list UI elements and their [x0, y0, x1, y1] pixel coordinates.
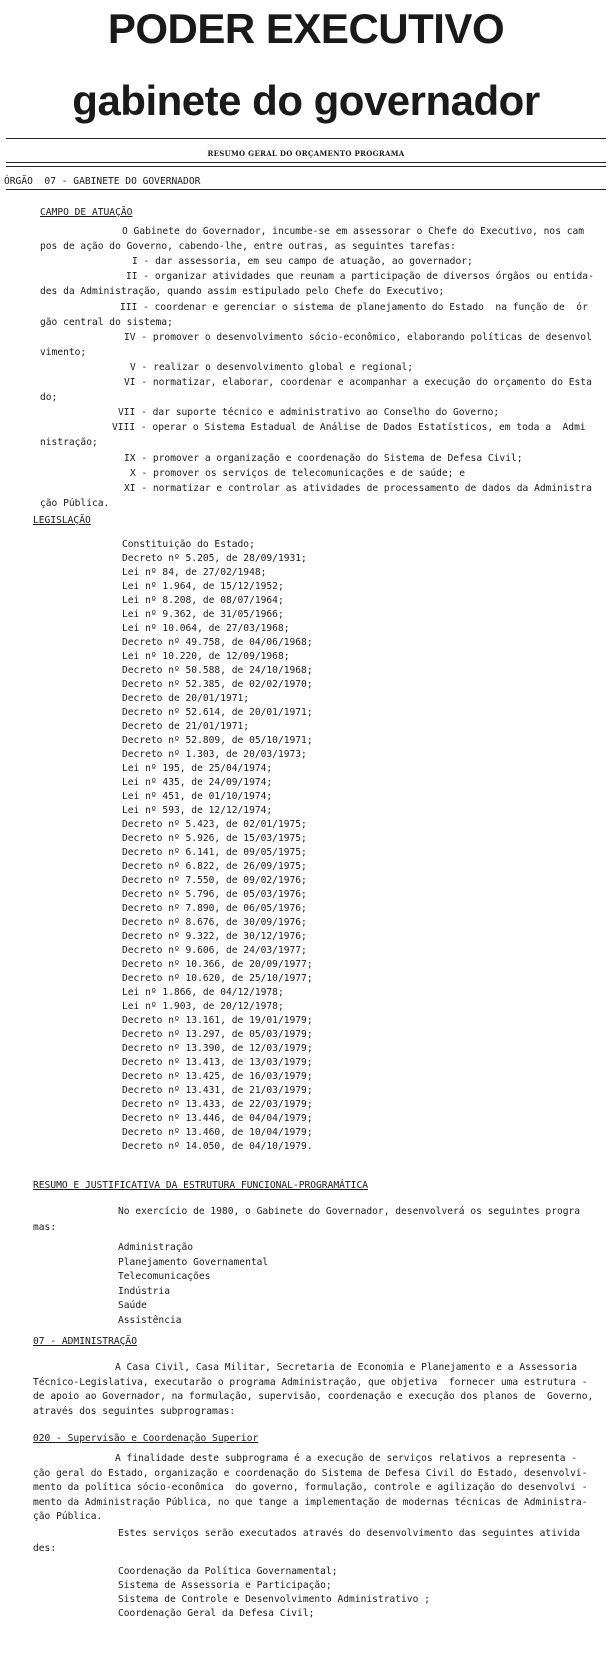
text-line: Decreto nº 5.205, de 28/09/1931; [122, 553, 307, 564]
text-line: V - realizar o desenvolvimento global e regional; [130, 361, 414, 373]
text-line: Decreto nº 1.303, de 20/03/1973; [122, 749, 307, 760]
text-line: Lei nº 10.064, de 27/03/1968; [122, 623, 290, 634]
text-line: Assistência [118, 1314, 182, 1326]
text-line: A Casa Civil, Casa Militar, Secretaria de Economia e Planejamento e a Assessoria [115, 1362, 578, 1373]
text-line: Lei nº 8.208, de 08/07/1964; [122, 595, 284, 606]
supervisao-heading: 020 - Supervisão e Coordenação Superior [33, 1433, 259, 1444]
text-line: Decreto nº 13.446, de 04/04/1979; [122, 1113, 313, 1124]
text-line: Decreto nº 5.423, de 02/01/1975; [122, 819, 307, 830]
text-line: Telecomunicações [118, 1271, 211, 1282]
header-title-line2: gabinete do governador [72, 77, 540, 124]
text-line: através dos seguintes subprogramas: [33, 1405, 236, 1417]
text-line: Decreto nº 13.425, de 16/03/1979; [122, 1071, 313, 1082]
text-line: Sistema de Assessoria e Participação; [118, 1580, 332, 1591]
text-line: do; [40, 392, 58, 404]
text-line: Decreto nº 13.460, de 10/04/1979; [122, 1127, 313, 1138]
text-line: Indústria [118, 1285, 170, 1297]
text-line: nistração; [40, 437, 98, 449]
text-line: Decreto nº 13.431, de 21/03/1979; [122, 1085, 313, 1096]
text-line: de apoio ao Governador, na formulação, supervisão, coordenação e execução dos planos de Governo, [33, 1391, 594, 1402]
text-line: Decreto de 21/01/1971; [122, 721, 250, 732]
text-line: Coordenação da Política Governamental; [118, 1566, 338, 1577]
text-line: Técnico-Legislativa, executarão o programa Administração, que objetiva fornecer uma estrutura - [33, 1376, 588, 1388]
text-line: Decreto nº 10.620, de 25/10/1977; [122, 973, 313, 984]
text-line: Decreto nº 5.926, de 15/03/1975; [122, 833, 307, 844]
text-line: Decreto nº 6.141, de 09/05/1975; [122, 847, 307, 858]
text-line: Decreto nº 5.796, de 05/03/1976; [122, 889, 307, 900]
text-line: O Gabinete do Governador, incumbe-se em assessorar o Chefe do Executivo, nos cam [122, 226, 585, 237]
text-line: Sistema de Controle e Desenvolvimento Administrativo ; [118, 1594, 430, 1605]
text-line: mento da política sócio-econômica do governo, formulação, controle e agilização do desenvolvi - [33, 1482, 588, 1493]
resumo-intro-2: mas: [33, 1222, 57, 1233]
text-line: Decreto de 20/01/1971; [122, 693, 250, 704]
text-line: Decreto nº 13.297, de 05/03/1979; [122, 1029, 313, 1040]
resumo-intro-1: No exercício de 1980, o Gabinete do Governador, desenvolverá os seguintes progra [118, 1206, 581, 1217]
text-line: Lei nº 195, de 25/04/1974; [122, 763, 273, 774]
text-line: IX - promover a organização e coordenação do Sistema de Defesa Civil; [124, 452, 523, 464]
text-line: Decreto nº 6.822, de 26/09/1975; [122, 861, 307, 872]
text-line: Lei nº 1.903, de 20/12/1978; [122, 1001, 284, 1012]
text-line: III - coordenar e gerenciar o sistema de planejamento do Estado na função de ór [120, 301, 588, 313]
orgao-line: ÓRGÃO 07 - GABINETE DO GOVERNADOR [4, 176, 201, 187]
text-line: Decreto nº 9.606, de 24/03/1977; [122, 945, 307, 956]
text-line: Coordenação Geral da Defesa Civil; [118, 1608, 315, 1619]
text-line: Saúde [118, 1300, 147, 1311]
text-line: Lei nº 435, de 24/09/1974; [122, 777, 273, 788]
servicos-line-1: Estes serviços serão executados através do desenvolvimento das seguintes ativida [118, 1528, 581, 1539]
header-title-line1: PODER EXECUTIVO [107, 5, 505, 52]
text-line: Decreto nº 9.322, de 30/12/1976; [122, 931, 307, 942]
text-line: Decreto nº 52.385, de 02/02/1970; [122, 679, 313, 690]
rule-upper [6, 162, 606, 163]
text-line: II - organizar atividades que reunam a participação de diversos órgãos ou entida- [126, 271, 594, 283]
text-line: des da Administração, quando assim estipulado pelo Chefe do Executivo; [40, 286, 445, 298]
text-line: mento da Administração Pública, no que tange a implementação de modernas técnicas de Administra- [33, 1496, 588, 1508]
text-line: Decreto nº 13.161, de 19/01/1979; [122, 1015, 313, 1026]
text-line: Decreto nº 52.809, de 05/10/1971; [122, 735, 313, 746]
text-line: Decreto nº 7.550, de 09/02/1976; [122, 875, 307, 886]
text-line: Decreto nº 13.390, de 12/03/1979; [122, 1043, 313, 1054]
text-line: VII - dar suporte técnico e administrativo ao Conselho do Governo; [118, 407, 500, 419]
text-line: ção Pública. [33, 1511, 103, 1522]
campo-heading: CAMPO DE ATUAÇÃO [40, 207, 133, 218]
text-line: Lei nº 84, de 27/02/1948; [122, 567, 267, 578]
servicos-line-2: des: [33, 1543, 57, 1554]
text-line: Lei nº 9.362, de 31/05/1966; [122, 609, 284, 620]
text-line: VIII - operar o Sistema Estadual de Análise de Dados Estatísticos, em toda a Admi [112, 422, 586, 434]
resumo-heading: RESUMO E JUSTIFICATIVA DA ESTRUTURA FUNCIONAL-PROGRAMÁTICA [33, 1180, 369, 1191]
legislacao-heading: LEGISLAÇÃO [33, 515, 91, 526]
banner-title: RESUMO GERAL DO ORÇAMENTO PROGRAMA [207, 149, 405, 158]
text-line: XI - normatizar e controlar as atividades de processamento de dados da Administra [124, 482, 592, 494]
text-line: Decreto nº 49.758, de 04/06/1968; [122, 637, 313, 648]
text-line: Lei nº 451, de 01/10/1974; [122, 791, 273, 802]
text-line: Constituição do Estado; [122, 539, 255, 550]
text-line: Decreto nº 13.413, de 13/03/1979; [122, 1057, 313, 1068]
text-line: Decreto nº 13.433, de 22/03/1979; [122, 1099, 313, 1110]
text-line: Lei nº 10.220, de 12/09/1968; [122, 651, 290, 662]
text-line: Decreto nº 10.366, de 20/09/1977; [122, 959, 313, 970]
text-line: IV - promover o desenvolvimento sócio-econômico, elaborando políticas de desenvol [124, 331, 592, 343]
text-line: I - dar assessoria, em seu campo de atuação, ao governador; [132, 256, 473, 268]
rule-lower [6, 166, 606, 167]
text-line: vimento; [40, 346, 87, 358]
text-line: Planejamento Governamental [118, 1256, 269, 1268]
text-line: Decreto nº 7.890, de 06/05/1976; [122, 903, 307, 914]
text-line: A finalidade deste subprograma é a execução de serviços relativos a representa - [115, 1453, 578, 1464]
text-line: VI - normatizar, elaborar, coordenar e acompanhar a execução do orçamento do Esta [124, 377, 592, 388]
text-line: ção Pública. [40, 497, 110, 509]
text-line: Decreto nº 50.588, de 24/10/1968; [122, 665, 313, 676]
text-line: Lei nº 1.964, de 15/12/1952; [122, 581, 284, 592]
text-line: pos de ação do Governo, cabendo-lhe, entre outras, as seguintes tarefas: [40, 241, 456, 253]
text-line: ção geral do Estado, organização e coordenação do Sistema de Defesa Civil do Estado, desenvolvi- [33, 1467, 588, 1479]
text-line: Decreto nº 14.050, de 04/10/1979. [122, 1141, 313, 1152]
text-line: Lei nº 1.866, de 04/12/1978; [122, 987, 284, 998]
orgao-rule [6, 189, 606, 190]
text-line: Administração [118, 1242, 194, 1253]
text-line: gão central do sistema; [40, 316, 173, 328]
top-rule [6, 138, 606, 139]
text-line: Lei nº 593, de 12/12/1974; [122, 805, 273, 816]
text-line: Decreto nº 52.614, de 20/01/1971; [122, 707, 313, 718]
text-line: X - promover os serviços de telecomunicações e de saúde; e [130, 467, 466, 479]
text-line: Decreto nº 8.676, de 30/09/1976; [122, 917, 307, 928]
administracao-heading: 07 - ADMINISTRAÇÃO [33, 1336, 137, 1347]
